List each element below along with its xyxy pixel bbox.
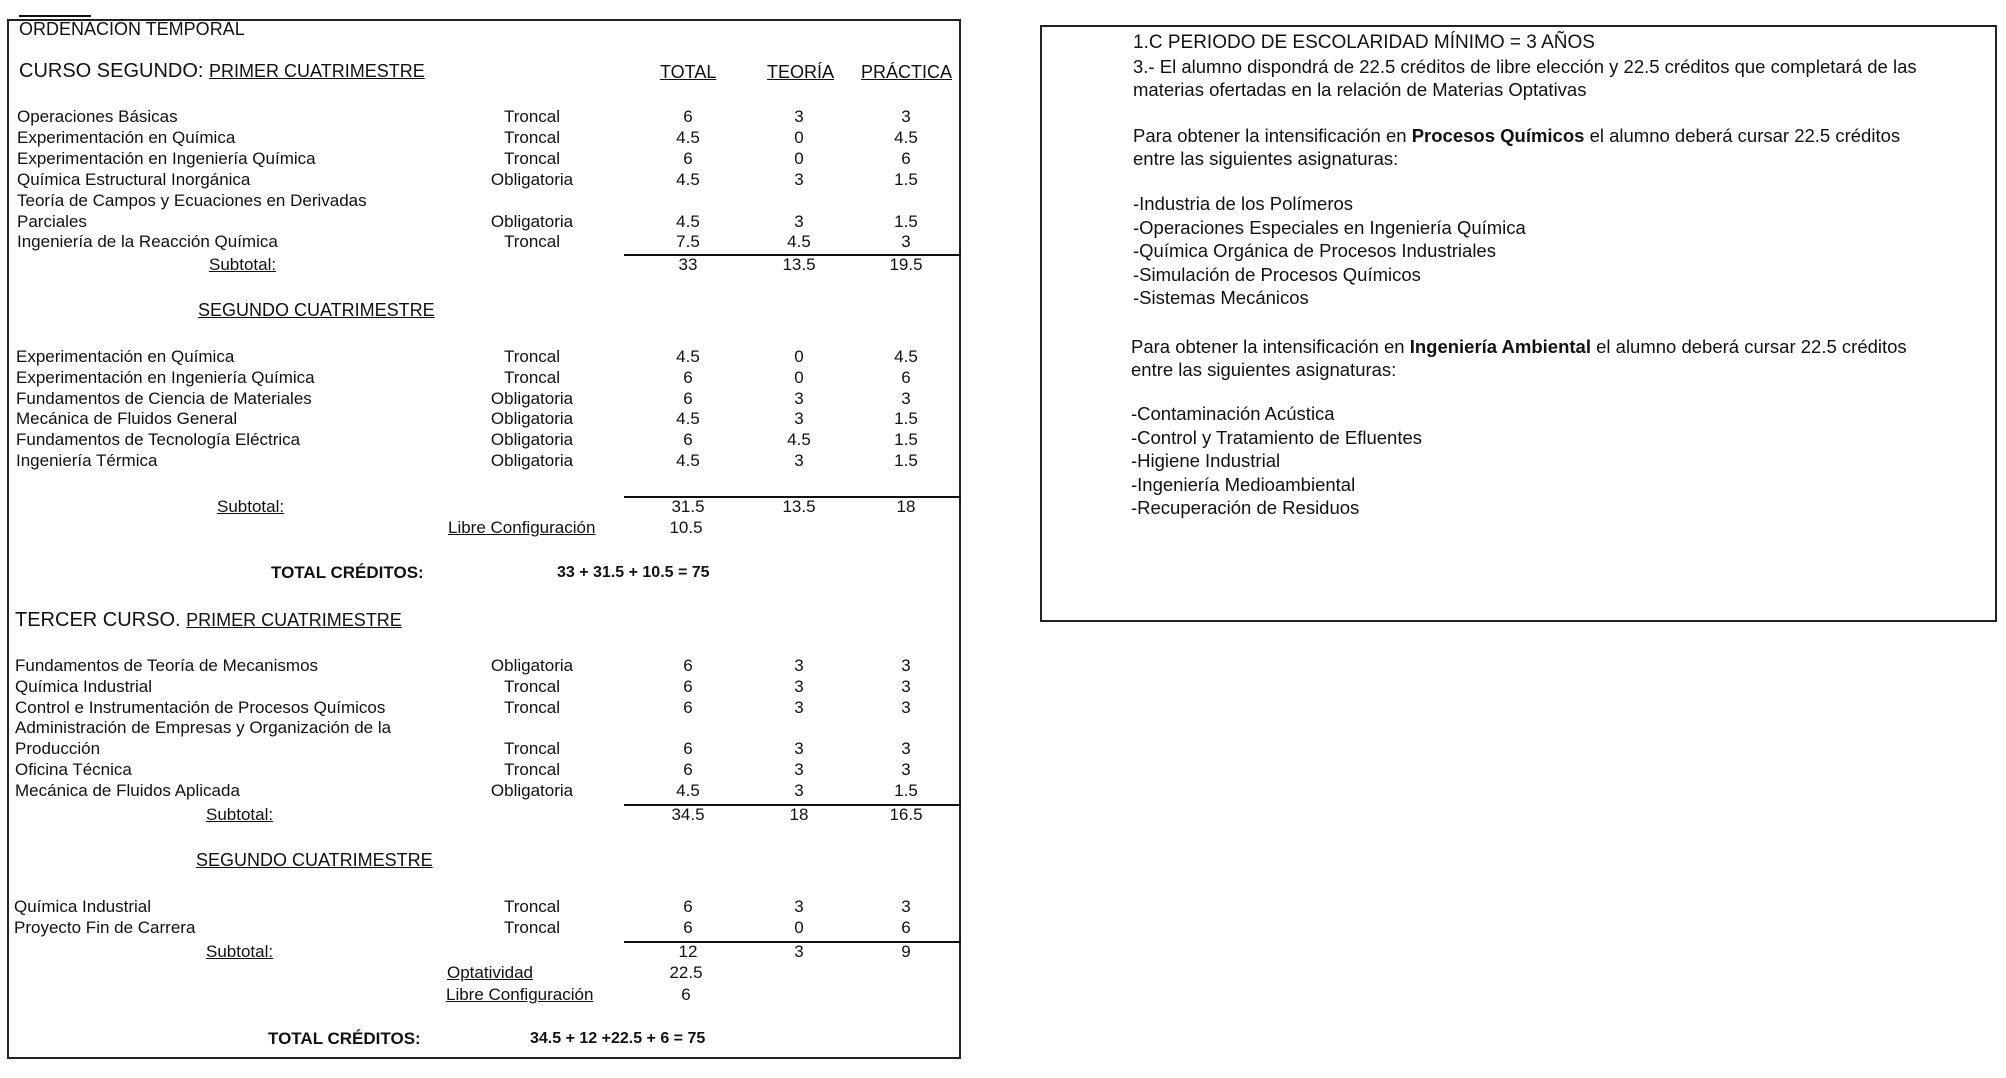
optatividad-value: 22.5 xyxy=(669,963,703,982)
table-row xyxy=(0,212,961,232)
total-credits: 4.5 xyxy=(676,127,700,147)
subtotal-label: Subtotal: xyxy=(209,255,277,274)
course-name: Proyecto Fin de Carrera xyxy=(14,917,196,937)
total-creditos-label: TOTAL CRÉDITOS: xyxy=(271,563,424,582)
procesos-quimicos-intro xyxy=(1133,124,1900,147)
table-row xyxy=(0,170,961,190)
course-name: Fundamentos de Tecnología Eléctrica xyxy=(16,430,301,450)
course-name: Parciales xyxy=(17,211,87,231)
subtotal-teoria: 18 xyxy=(789,805,809,824)
list-item: -Ingeniería Medioambiental xyxy=(1131,473,1356,495)
teoria-credits: 0 xyxy=(794,917,804,937)
table-row xyxy=(0,897,961,917)
list-item: -Operaciones Especiales en Ingeniería Química xyxy=(1133,216,1526,238)
intro-line-1: 3.- El alumno dispondrá de 22.5 créditos de libre elección y 22.5 créditos que completará de las xyxy=(1133,56,1917,77)
list-item: -Química Orgánica de Procesos Industriales xyxy=(1133,240,1496,261)
segundo-segundo-cuatrimestre-label: SEGUNDO CUATRIMESTRE xyxy=(198,300,435,320)
table-row xyxy=(0,107,961,127)
col-header-practica: PRÁCTICA xyxy=(861,62,953,82)
total-credits: 6 xyxy=(683,148,693,168)
course-type: Obligatoria xyxy=(490,430,574,450)
course-type: Troncal xyxy=(503,917,561,937)
libre-configuracion-value: 6 xyxy=(681,985,691,1004)
tercer-curso-label: TERCER CURSO. xyxy=(15,609,181,631)
total-credits: 4.5 xyxy=(676,347,700,366)
total-credits: 6 xyxy=(683,739,693,759)
subtotal-total: 12 xyxy=(678,942,698,961)
teoria-credits: 3 xyxy=(794,897,804,916)
course-name: Mecánica de Fluidos Aplicada xyxy=(15,780,240,800)
teoria-credits: 3 xyxy=(794,388,804,408)
teoria-credits: 3 xyxy=(794,760,804,779)
subtotal-label: Subtotal: xyxy=(217,497,285,516)
course-name: Química Estructural Inorgánica xyxy=(17,169,251,189)
subtotal-total: 31.5 xyxy=(671,497,705,516)
table-row xyxy=(0,739,961,759)
panel-header: ORDENACIÓN TEMPORAL xyxy=(19,19,245,39)
course-type: Obligatoria xyxy=(490,656,574,675)
total-credits: 6 xyxy=(683,697,693,717)
course-type: Troncal xyxy=(503,760,561,779)
table-row xyxy=(0,191,961,211)
total-credits: 7.5 xyxy=(676,232,700,252)
optatividad-label: Optatividad xyxy=(447,963,533,982)
table-row xyxy=(0,389,961,409)
ingenieria-ambiental-intro xyxy=(1131,335,1907,358)
teoria-credits: 0 xyxy=(794,367,804,387)
teoria-credits: 3 xyxy=(794,451,804,470)
total-credits: 6 xyxy=(683,430,693,450)
teoria-credits: 3 xyxy=(794,107,804,126)
practica-credits: 6 xyxy=(901,917,911,937)
procesos-intro-pre: Para obtener la intensificación en xyxy=(1133,125,1412,146)
total-credits: 6 xyxy=(683,917,693,937)
subtotal-teoria: 13.5 xyxy=(782,255,816,274)
total-credits: 6 xyxy=(683,656,693,675)
practica-credits: 1.5 xyxy=(894,211,918,231)
total-credits: 4.5 xyxy=(676,780,700,800)
table-row xyxy=(0,232,961,252)
course-type: Troncal xyxy=(503,367,561,387)
teoria-credits: 3 xyxy=(794,169,804,189)
table-row xyxy=(0,718,961,738)
total-credits: 6 xyxy=(683,107,693,126)
practica-credits: 3 xyxy=(901,697,911,717)
intensificacion-panel xyxy=(1040,25,1997,622)
list-item: -Control y Tratamiento de Efluentes xyxy=(1131,426,1423,448)
course-name: Fundamentos de Teoría de Mecanismos xyxy=(15,656,319,675)
table-row xyxy=(0,698,961,718)
segundo-primer-cuatrimestre-label: PRIMER CUATRIMESTRE xyxy=(209,61,425,81)
course-name: Control e Instrumentación de Procesos Químicos xyxy=(15,697,386,717)
subtotal-label: Subtotal: xyxy=(206,942,274,961)
course-type: Troncal xyxy=(503,676,561,696)
table-row xyxy=(0,656,961,676)
practica-credits: 3 xyxy=(901,656,911,675)
tercero-primer-cuatrimestre-label: PRIMER CUATRIMESTRE xyxy=(186,610,402,630)
procesos-intro-bold: Procesos Químicos xyxy=(1411,125,1585,146)
course-name: Teoría de Campos y Ecuaciones en Derivadas xyxy=(17,190,367,210)
total-credits: 4.5 xyxy=(676,409,700,429)
table-row xyxy=(0,128,961,148)
table-row xyxy=(0,368,961,388)
practica-credits: 3 xyxy=(901,897,911,916)
subtotal-total: 33 xyxy=(678,255,698,274)
total-creditos-value: 33 + 31.5 + 10.5 = 75 xyxy=(557,564,710,581)
total-creditos-value: 34.5 + 12 +22.5 + 6 = 75 xyxy=(530,1030,706,1047)
course-name: Experimentación en Química xyxy=(16,347,235,366)
teoria-credits: 0 xyxy=(794,347,804,366)
practica-credits: 6 xyxy=(901,148,911,168)
table-row xyxy=(0,149,961,169)
course-name: Experimentación en Ingeniería Química xyxy=(17,148,316,168)
teoria-credits: 3 xyxy=(794,739,804,759)
table-row xyxy=(0,347,961,367)
total-credits: 4.5 xyxy=(676,451,700,470)
teoria-credits: 3 xyxy=(794,780,804,800)
list-item: -Contaminación Acústica xyxy=(1131,403,1335,424)
course-name: Fundamentos de Ciencia de Materiales xyxy=(16,388,312,408)
total-credits: 6 xyxy=(683,388,693,408)
practica-credits: 4.5 xyxy=(894,347,918,366)
subtotal-total: 34.5 xyxy=(671,805,705,824)
course-type: Obligatoria xyxy=(490,451,574,470)
libre-configuracion-label: Libre Configuración xyxy=(446,985,594,1004)
practica-credits: 6 xyxy=(901,367,911,387)
curso-segundo-title xyxy=(19,60,425,83)
intro-line-2: materias ofertadas en la relación de Materias Optativas xyxy=(1133,79,1587,100)
practica-credits: 3 xyxy=(901,760,911,779)
subtotal-values xyxy=(0,942,961,962)
course-type: Troncal xyxy=(503,148,561,168)
course-type: Obligatoria xyxy=(490,409,574,429)
course-type: Troncal xyxy=(503,232,561,252)
course-name: Química Industrial xyxy=(15,676,152,696)
subtotal-values xyxy=(0,805,961,825)
course-type: Troncal xyxy=(503,127,561,147)
list-item: -Higiene Industrial xyxy=(1131,450,1281,471)
teoria-credits: 3 xyxy=(794,211,804,231)
table-row xyxy=(0,781,961,801)
col-header-teoria: TEORÍA xyxy=(767,62,835,82)
course-name: Ingeniería de la Reacción Química xyxy=(17,232,278,252)
procesos-intro-post: el alumno deberá cursar 22.5 créditos xyxy=(1584,125,1901,146)
course-type: Troncal xyxy=(503,897,561,916)
subtotal-teoria: 13.5 xyxy=(782,497,816,516)
teoria-credits: 0 xyxy=(794,148,804,168)
list-item: -Recuperación de Residuos xyxy=(1131,497,1360,518)
course-name: Oficina Técnica xyxy=(15,760,132,779)
procesos-quimicos-intro-2: entre las siguientes asignaturas: xyxy=(1133,148,1399,169)
teoria-credits: 3 xyxy=(794,656,804,675)
practica-credits: 1.5 xyxy=(894,451,918,470)
total-credits: 4.5 xyxy=(676,211,700,231)
course-type: Troncal xyxy=(503,697,561,717)
table-row xyxy=(0,760,961,780)
course-name: Experimentación en Química xyxy=(17,127,236,147)
subtotal-practica: 18 xyxy=(896,497,916,516)
libre-configuracion-value: 10.5 xyxy=(669,518,703,537)
teoria-credits: 4.5 xyxy=(787,232,811,252)
col-header-total: TOTAL xyxy=(660,62,717,82)
practica-credits: 1.5 xyxy=(894,430,918,450)
libre-configuracion-label: Libre Configuración xyxy=(448,518,596,537)
course-name: Experimentación en Ingeniería Química xyxy=(16,367,315,387)
subtotal-practica: 16.5 xyxy=(889,805,923,824)
table-row xyxy=(0,409,961,429)
course-name: Administración de Empresas y Organización de la xyxy=(15,718,392,738)
course-name: Producción xyxy=(15,739,101,759)
teoria-credits: 4.5 xyxy=(787,430,811,450)
ambiental-intro-pre: Para obtener la intensificación en xyxy=(1131,336,1410,357)
list-item: -Industria de los Polímeros xyxy=(1133,193,1354,214)
course-name: Química Industrial xyxy=(14,897,151,916)
teoria-credits: 0 xyxy=(794,127,804,147)
total-creditos-label: TOTAL CRÉDITOS: xyxy=(268,1029,421,1048)
total-credits: 4.5 xyxy=(676,169,700,189)
ambiental-intro-post: el alumno deberá cursar 22.5 créditos xyxy=(1590,336,1907,357)
subtotal-practica: 9 xyxy=(901,942,911,961)
subtotal-label: Subtotal: xyxy=(206,805,274,824)
table-row xyxy=(0,451,961,471)
ambiental-intro-bold: Ingeniería Ambiental xyxy=(1409,336,1591,357)
table-row xyxy=(0,918,961,938)
practica-credits: 4.5 xyxy=(894,127,918,147)
course-type: Obligatoria xyxy=(490,780,574,800)
course-name: Ingeniería Térmica xyxy=(16,451,158,470)
course-name: Mecánica de Fluidos General xyxy=(16,409,238,429)
subtotal-values xyxy=(0,255,961,275)
course-name: Operaciones Básicas xyxy=(17,107,178,126)
course-type: Obligatoria xyxy=(490,211,574,231)
escolaridad-heading: 1.C PERIODO DE ESCOLARIDAD MÍNIMO = 3 AÑOS xyxy=(1133,32,1595,53)
course-type: Obligatoria xyxy=(490,388,574,408)
total-credits: 6 xyxy=(683,367,693,387)
practica-credits: 3 xyxy=(901,739,911,759)
practica-credits: 3 xyxy=(901,388,911,408)
ingenieria-ambiental-intro-2: entre las siguientes asignaturas: xyxy=(1131,359,1397,380)
subtotal-values xyxy=(0,497,961,517)
teoria-credits: 3 xyxy=(794,697,804,717)
course-type: Troncal xyxy=(503,739,561,759)
table-row xyxy=(0,430,961,450)
list-item: -Sistemas Mecánicos xyxy=(1133,287,1309,308)
teoria-credits: 3 xyxy=(794,409,804,429)
course-type: Obligatoria xyxy=(490,169,574,189)
teoria-credits: 3 xyxy=(794,676,804,696)
total-credits: 6 xyxy=(683,760,693,779)
practica-credits: 1.5 xyxy=(894,780,918,800)
table-row xyxy=(0,677,961,697)
total-credits: 6 xyxy=(683,676,693,696)
header-tab-line xyxy=(19,15,91,17)
tercero-segundo-cuatrimestre-label: SEGUNDO CUATRIMESTRE xyxy=(196,850,433,870)
practica-credits: 1.5 xyxy=(894,409,918,429)
practica-credits: 3 xyxy=(901,107,911,126)
course-type: Troncal xyxy=(503,107,561,126)
practica-credits: 1.5 xyxy=(894,169,918,189)
curso-segundo-label: CURSO SEGUNDO: xyxy=(19,60,204,82)
practica-credits: 3 xyxy=(901,676,911,696)
total-credits: 6 xyxy=(683,897,693,916)
practica-credits: 3 xyxy=(901,232,911,252)
subtotal-teoria: 3 xyxy=(794,942,804,961)
list-item: -Simulación de Procesos Químicos xyxy=(1133,263,1421,285)
tercer-curso-title xyxy=(15,609,402,632)
subtotal-practica: 19.5 xyxy=(889,255,923,274)
course-type: Troncal xyxy=(503,347,561,366)
